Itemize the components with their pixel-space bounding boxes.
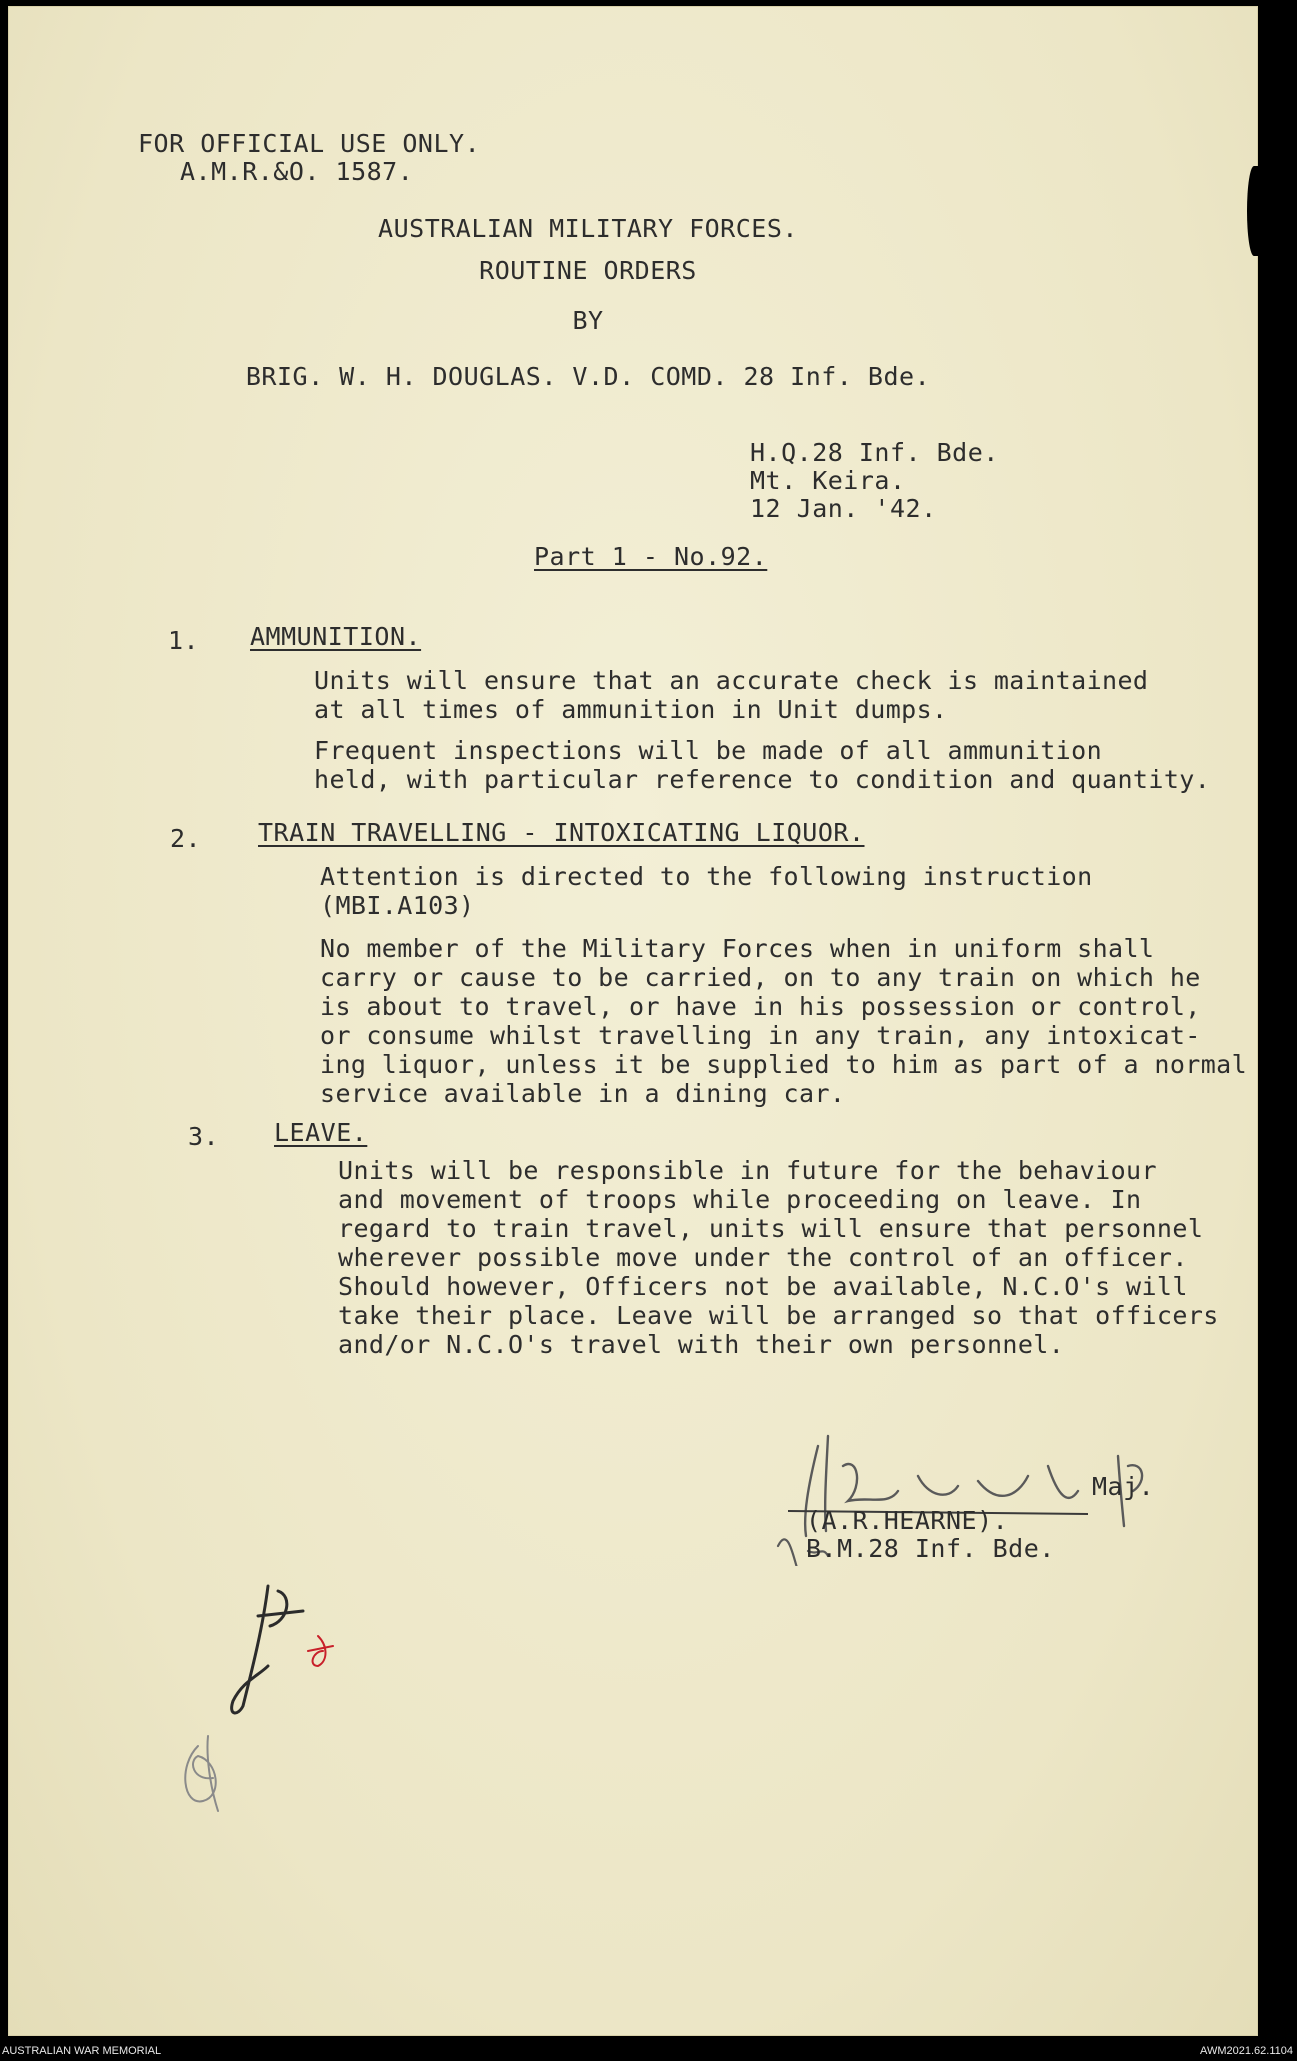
- title-commander: BRIG. W. H. DOUGLAS. V.D. COMD. 28 Inf. Bde.: [245, 362, 931, 391]
- title-forces: AUSTRALIAN MILITARY FORCES.: [378, 214, 798, 243]
- footer-accession-number: AWM2021.62.1104: [1200, 2045, 1293, 2057]
- section-2-paragraph-1: Attention is directed to the following instruction (MBI.A103): [320, 862, 1093, 920]
- margin-initials: [158, 1566, 388, 1826]
- section-2-paragraph-2: No member of the Military Forces when in uniform shall carry or cause to be carried, on to any train on which he is about to travel, or have in his possession or control, or consume whilst travelling in any train, any intoxicat- ing liquor, unless it be supplied to him as part of a normal service available in a dining car.: [320, 934, 1248, 1108]
- title-routine-orders: ROUTINE ORDERS: [479, 256, 697, 285]
- official-use-label: FOR OFFICIAL USE ONLY.: [138, 129, 481, 158]
- section-3-paragraph-1: Units will be responsible in future for the behaviour and movement of troops while proceeding on leave. In regard to train travel, units will ensure that personnel wherever possible move under the control of an officer. Should however, Officers not be available, N.C.O's will take their place. Leave will be arranged so that officers and/or N.C.O's travel with their own personnel.: [338, 1156, 1219, 1359]
- part-number: Part 1 - No.92.: [534, 542, 768, 571]
- address-hq: H.Q.28 Inf. Bde.: [750, 438, 999, 467]
- amro-reference: A.M.R.&O. 1587.: [180, 157, 414, 186]
- section-3-number: 3.: [188, 1122, 220, 1151]
- signature-appointment: B.M.28 Inf. Bde.: [806, 1534, 1055, 1563]
- section-2-heading: TRAIN TRAVELLING - INTOXICATING LIQUOR.: [258, 818, 865, 847]
- section-2-number: 2.: [170, 824, 202, 853]
- address-date: 12 Jan. '42.: [750, 494, 937, 523]
- footer-archive-name: AUSTRALIAN WAR MEMORIAL: [2, 2045, 162, 2057]
- section-1-paragraph-1: Units will ensure that an accurate check is maintained at all times of ammunition in Unit dumps.: [314, 666, 1149, 724]
- signature-rank: Maj.: [1092, 1472, 1155, 1501]
- document-page: [8, 6, 1258, 2036]
- address-location: Mt. Keira.: [750, 466, 906, 495]
- section-1-paragraph-2: Frequent inspections will be made of all ammunition held, with particular reference to condition and quantity.: [314, 736, 1211, 794]
- signature-name: (A.R.HEARNE).: [806, 1506, 1009, 1535]
- section-3-heading: LEAVE.: [274, 1118, 368, 1147]
- section-1-number: 1.: [168, 626, 200, 655]
- paper-tear: [1247, 166, 1261, 256]
- title-by: BY: [572, 306, 604, 335]
- section-1-heading: AMMUNITION.: [250, 622, 422, 651]
